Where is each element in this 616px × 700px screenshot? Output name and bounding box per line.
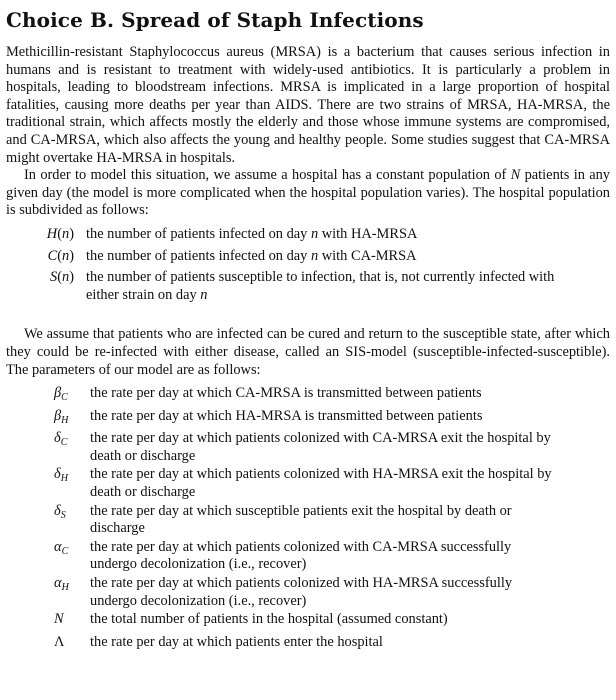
parameter-symbol: N: [54, 611, 64, 628]
parameter-row: [6, 539, 610, 574]
section-title: Choice B. Spread of Staph Infections: [6, 8, 424, 32]
parameter-description: the rate per day at which patients colonized with HA-MRSA successfully undergo decolonization (i.e., recover): [90, 575, 513, 609]
definition-text: the number of patients infected on day n with HA-MRSA: [86, 225, 418, 242]
parameter-description: the rate per day at which patients colonized with CA-MRSA exit the hospital by death or discharge: [90, 430, 551, 464]
parameter-row: [6, 430, 610, 465]
parameter-row: [6, 385, 610, 407]
parameter-description: the rate per day at which patients enter the hospital: [90, 633, 383, 650]
model-text-before: In order to model this situation, we assume a hospital has a constant population of: [24, 167, 511, 184]
definition-symbol: H(n): [46, 225, 74, 242]
intro-paragraph: Methicillin-resistant Staphylococcus aureus (MRSA) is a bacterium that causes serious infection in humans and is resistant to treatment with widely-used antibiotics. It is particularly a problem in hospitals, leading to bloodstream infections. MRSA is implicated in a large proportion of hospital fatalities, causing more deaths per year than AIDS. There are two strains of MRSA, HA-MRSA, the traditional strain, which affects mostly the elderly and those whose immune systems are compromised, and CA-MRSA, which also affects the young and healthy people. Some studies suggest that CA-MRSA might overtake HA-MRSA in hospitals.: [6, 44, 610, 166]
definition-symbol: S(n): [50, 269, 74, 286]
definition-text: the number of patients infected on day n with CA-MRSA: [86, 247, 417, 264]
population-definitions: [6, 226, 610, 304]
parameter-symbol: $\delta_C$: [54, 430, 68, 449]
parameter-row: [6, 634, 610, 656]
parameter-symbol: Λ: [54, 633, 65, 650]
parameter-row: [6, 466, 610, 501]
definition-text: the number of patients susceptible to infection, that is, not currently infected with either strain on day n: [86, 269, 555, 303]
definition-row-C: [6, 248, 610, 266]
definition-row-H: [6, 226, 610, 244]
parameter-symbol: $\alpha_H$: [54, 575, 69, 594]
variable-N: N: [510, 167, 521, 184]
parameter-row: [6, 408, 610, 430]
parameter-description: the rate per day at which susceptible patients exit the hospital by death or discharge: [90, 502, 512, 537]
parameter-symbol: $\alpha_C$: [54, 538, 69, 557]
parameter-row: [6, 611, 610, 633]
model-text-after: patients in any given day (the model is more complicated when the hospital population varies). The hospital population is subdivided as follows:: [6, 167, 610, 219]
model-paragraph: [6, 167, 610, 220]
parameter-symbol: $\delta_H$: [54, 466, 68, 485]
parameter-description: the rate per day at which HA-MRSA is transmitted between patients: [90, 407, 483, 424]
parameter-description: the rate per day at which patients colonized with HA-MRSA exit the hospital by death or discharge: [90, 466, 552, 501]
parameter-description: the rate per day at which patients colonized with CA-MRSA successfully undergo decolonization (i.e., recover): [90, 538, 512, 573]
sis-paragraph: We assume that patients who are infected can be cured and return to the susceptible state, after which they could be re-infected with either disease, called an SIS-model (susceptible-infected-susceptible). The parameters of our model are as follows:: [6, 326, 610, 378]
parameter-symbol: $\beta_H$: [54, 407, 69, 426]
parameter-symbol: $\beta_C$: [54, 385, 68, 404]
parameter-list: [6, 385, 610, 655]
parameter-description: the rate per day at which CA-MRSA is transmitted between patients: [90, 385, 482, 402]
parameter-row: [6, 575, 610, 610]
parameter-symbol: $\delta_S$: [54, 502, 66, 521]
parameter-description: the total number of patients in the hospital (assumed constant): [90, 611, 448, 628]
definition-row-S: [6, 269, 610, 304]
parameter-row: [6, 503, 610, 538]
definition-symbol: C(n): [47, 247, 74, 264]
